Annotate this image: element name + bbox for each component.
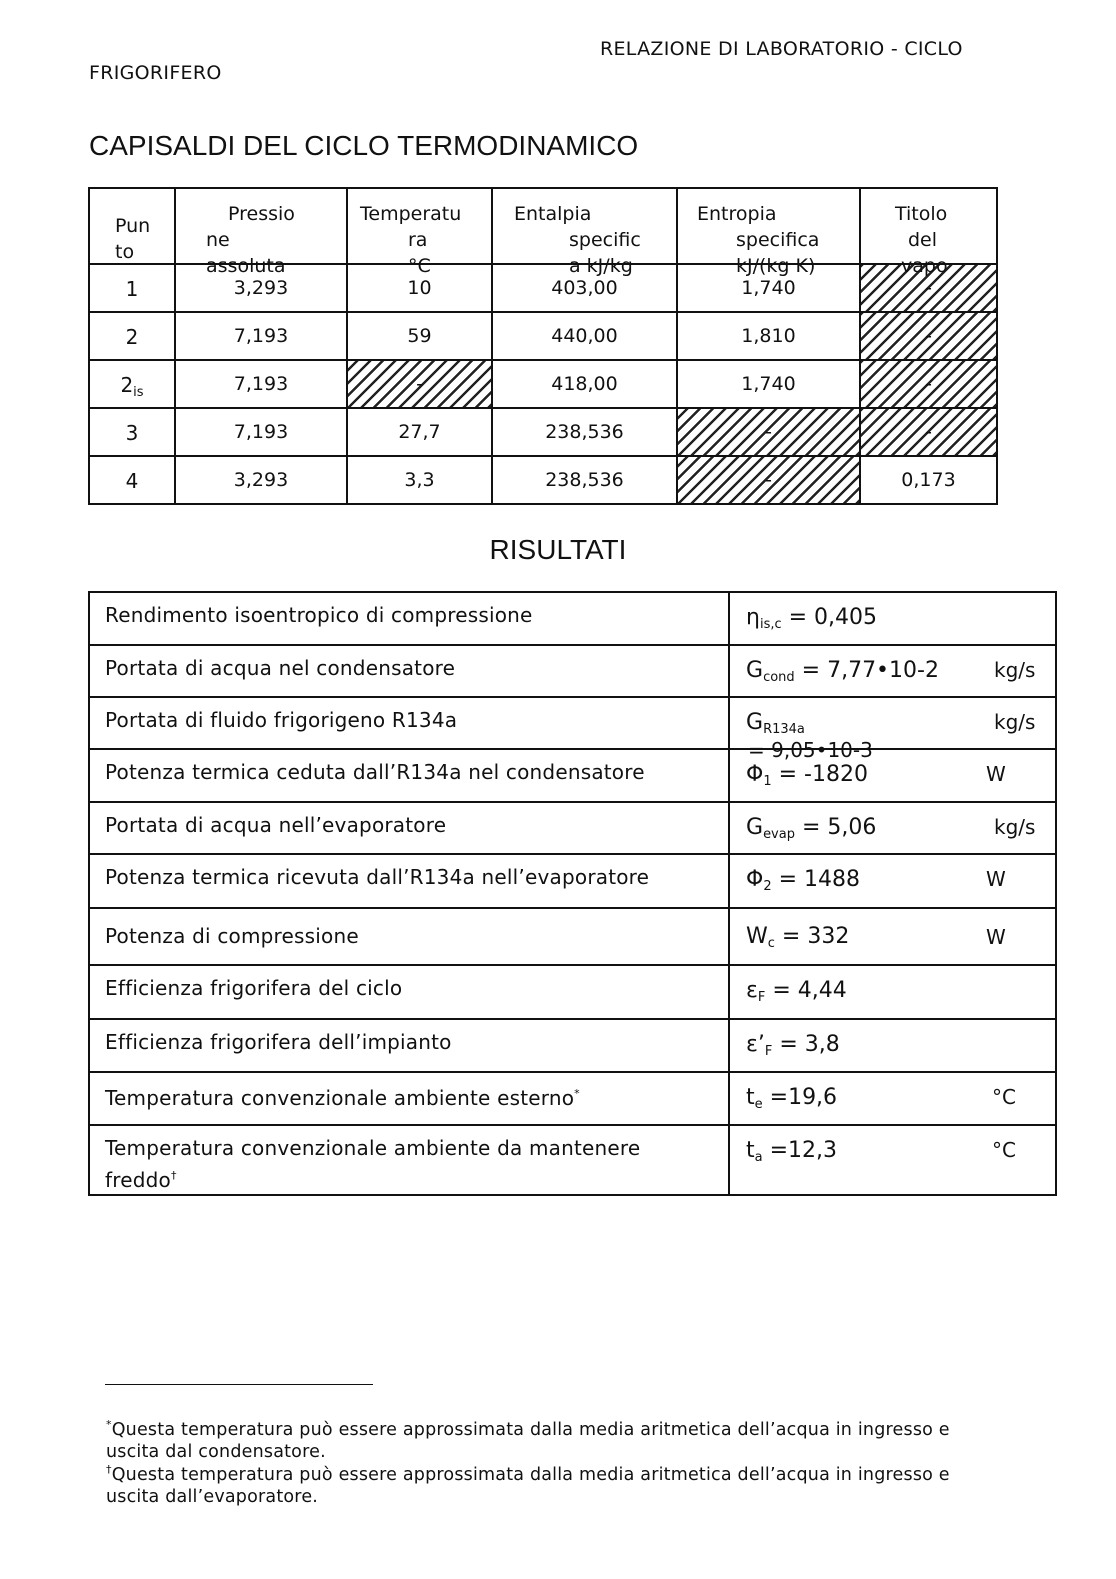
header-title-left: FRIGORIFERO (89, 62, 222, 84)
table-row (89, 456, 997, 504)
result-value: $\eta_{is,c} = 0,405$ (729, 592, 1056, 645)
cell-punto: 2 (89, 312, 175, 360)
cell-entalpia: 418,00 (492, 360, 677, 408)
cell-entalpia: 403,00 (492, 264, 677, 312)
cell-pressione: 7,193 (175, 360, 347, 408)
header-titolo: Titolo del vapo (860, 188, 997, 264)
cell-pressione: 3,293 (175, 264, 347, 312)
result-unit: kg/s (994, 710, 1036, 734)
cell-punto: 4 (89, 456, 175, 504)
cell-entropia: 1,810 (677, 312, 860, 360)
result-unit: kg/s (994, 658, 1036, 682)
cell-entropia: 1,740 (677, 360, 860, 408)
result-value: $G_{R134a}$ = 9,05•10-3 kg/s (729, 697, 1056, 749)
cell-titolo-hatched: - (860, 312, 997, 360)
table-row (89, 1125, 1056, 1195)
result-label: Efficienza frigorifera dell’impianto (89, 1019, 729, 1072)
cell-entalpia: 238,536 (492, 456, 677, 504)
footnote-ref: † (170, 1169, 177, 1182)
cell-pressione: 3,293 (175, 456, 347, 504)
cell-temperatura: 10 (347, 264, 492, 312)
cell-punto: 3 (89, 408, 175, 456)
cell-titolo-hatched: - (860, 408, 997, 456)
table-header-row (89, 188, 997, 264)
result-label: Rendimento isoentropico di compressione (89, 592, 729, 645)
table-row (89, 408, 997, 456)
header-pressione: Pressio ne assoluta (175, 188, 347, 264)
header-title-right: RELAZIONE DI LABORATORIO - CICLO (600, 38, 963, 60)
cell-entalpia: 440,00 (492, 312, 677, 360)
header-entropia: Entropia specifica kJ/(kg K) (677, 188, 860, 264)
cell-punto (89, 360, 175, 408)
result-label: Efficienza frigorifera del ciclo (89, 965, 729, 1019)
section-title-capisaldi: CAPISALDI DEL CICLO TERMODINAMICO (89, 130, 639, 161)
result-value: $\Phi_2 = 1488$ W (729, 854, 1056, 908)
cell-titolo-hatched: - (860, 360, 997, 408)
punto-sub: is (133, 385, 144, 400)
result-unit: W (986, 925, 1006, 949)
result-unit: kg/s (994, 815, 1036, 839)
table-row (89, 965, 1056, 1019)
result-label: Potenza di compressione (89, 908, 729, 965)
footnote-1: *Questa temperatura può essere approssimata dalla media aritmetica dell’acqua in ingresso e uscita dal condensatore. (106, 1418, 950, 1462)
result-value: $t_e =19,6$ °C (729, 1072, 1056, 1125)
header-temperatura: Temperatu ra °C (347, 188, 492, 264)
header-entalpia: Entalpia specific a kJ/kg (492, 188, 677, 264)
table-row (89, 1072, 1056, 1125)
footnote-2: †Questa temperatura può essere approssimata dalla media aritmetica dell’acqua in ingresso e uscita dall’evaporatore. (106, 1463, 950, 1507)
result-value: $G_{evap} = 5,06$ kg/s (729, 802, 1056, 854)
result-value: $t_a =12,3$ °C (729, 1125, 1056, 1195)
header-punto: Pun to (89, 188, 175, 264)
cell-pressione: 7,193 (175, 408, 347, 456)
cycle-points-table (88, 187, 998, 505)
table-row (89, 749, 1056, 802)
cell-entropia: 1,740 (677, 264, 860, 312)
cell-temperatura: 59 (347, 312, 492, 360)
cell-temperatura-hatched: - (347, 360, 492, 408)
result-label: Potenza termica ceduta dall’R134a nel condensatore (89, 749, 729, 802)
cell-temperatura: 3,3 (347, 456, 492, 504)
table-row (89, 697, 1056, 749)
footnote-ref: * (574, 1087, 580, 1100)
table-row (89, 312, 997, 360)
cell-entropia-hatched: - (677, 456, 860, 504)
footnote-separator (105, 1384, 373, 1385)
result-value: $G_{cond}$ = 7,77•10-2 kg/s (729, 645, 1056, 697)
result-unit: W (986, 762, 1006, 786)
result-label: Temperatura convenzionale ambiente esterno* (89, 1072, 729, 1125)
section-title-risultati: RISULTATI (489, 534, 627, 565)
table-row (89, 645, 1056, 697)
result-value: $\varepsilon’_F = 3,8$ (729, 1019, 1056, 1072)
result-value: $W_c = 332$ W (729, 908, 1056, 965)
table-row (89, 802, 1056, 854)
table-row (89, 592, 1056, 645)
result-unit: °C (992, 1085, 1016, 1109)
cell-entropia-hatched: - (677, 408, 860, 456)
result-label: Portata di acqua nel condensatore (89, 645, 729, 697)
cell-punto: 1 (89, 264, 175, 312)
result-label: Potenza termica ricevuta dall’R134a nell’evaporatore (89, 854, 729, 908)
cell-pressione: 7,193 (175, 312, 347, 360)
table-row (89, 360, 997, 408)
result-value: $\Phi_1 = -1820$ W (729, 749, 1056, 802)
result-label: Portata di fluido frigorigeno R134a (89, 697, 729, 749)
result-value-overflow: = 9,05•10-3 (748, 738, 873, 762)
cell-titolo-hatched: - (860, 264, 997, 312)
table-row (89, 1019, 1056, 1072)
table-row (89, 854, 1056, 908)
cell-temperatura: 27,7 (347, 408, 492, 456)
cell-titolo: 0,173 (860, 456, 997, 504)
results-table (88, 591, 1057, 1196)
result-label: Temperatura convenzionale ambiente da mantenere freddo† (89, 1125, 729, 1195)
result-label: Portata di acqua nell’evaporatore (89, 802, 729, 854)
result-unit: W (986, 867, 1006, 891)
punto-main: 2 (120, 373, 134, 397)
result-value: $\varepsilon_F = 4,44$ (729, 965, 1056, 1019)
cell-entalpia: 238,536 (492, 408, 677, 456)
table-row (89, 908, 1056, 965)
result-unit: °C (992, 1138, 1016, 1162)
